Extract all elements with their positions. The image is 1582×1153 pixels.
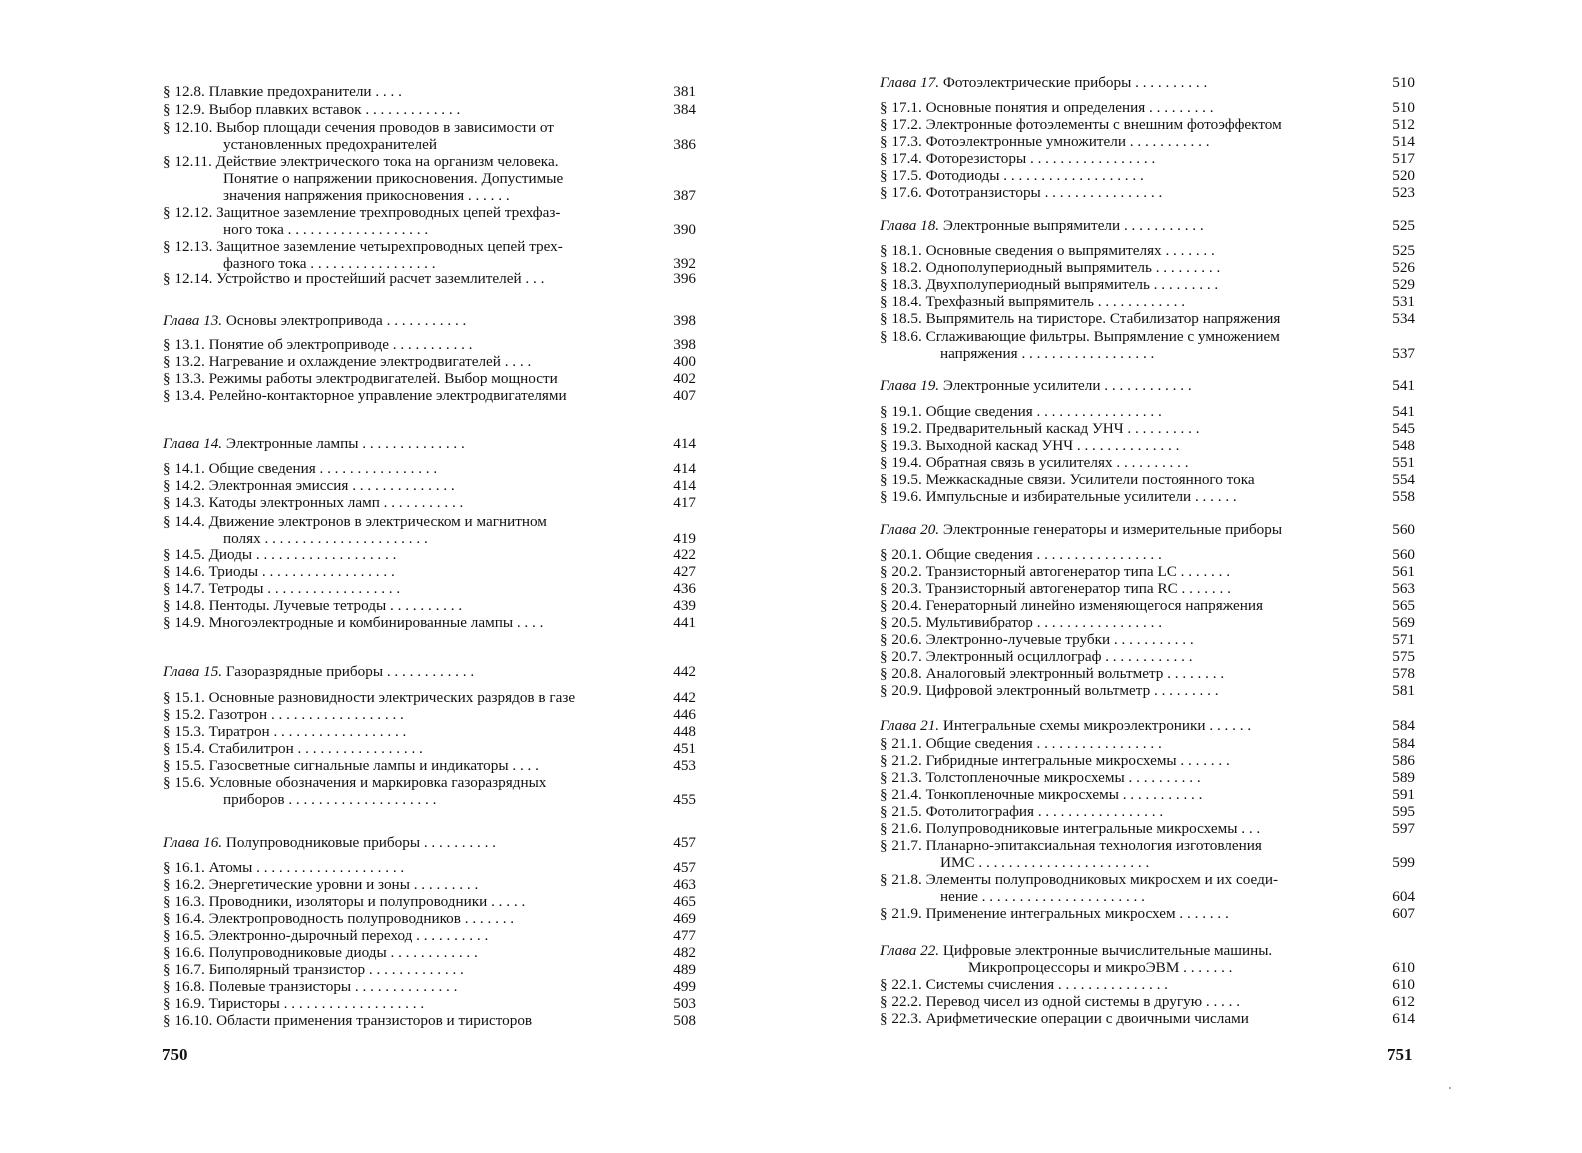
section-title: § 21.1. Общие сведения . . . . . . . . . . . . . . . . . — [880, 735, 1162, 752]
section-title: § 20.9. Цифровой электронный вольтметр . . . . . . . . . — [880, 682, 1219, 699]
page-ref: 520 — [1392, 167, 1415, 184]
section-title: § 17.1. Основные понятия и определения . . . . . . . . . — [880, 99, 1214, 116]
chapter-label: Глава 18. — [880, 217, 940, 234]
chapter-title: Фотоэлектрические приборы . . . . . . . . . . — [942, 74, 1208, 91]
section-title: § 14.9. Многоэлектродные и комбинированные лампы . . . . — [163, 614, 544, 631]
chapter-label: Глава 15. — [163, 663, 223, 680]
page-ref: 384 — [673, 101, 696, 118]
page-ref: 525 — [1392, 217, 1415, 234]
section-title: § 16.5. Электронно-дырочный переход . . . . . . . . . . — [163, 927, 489, 944]
page-ref: 541 — [1392, 377, 1415, 394]
section-title: § 16.1. Атомы . . . . . . . . . . . . . . . . . . . . — [163, 859, 405, 876]
section-title: § 19.2. Предварительный каскад УНЧ . . . . . . . . . . — [880, 420, 1200, 437]
page-ref: 584 — [1392, 735, 1415, 752]
page-ref: 534 — [1392, 310, 1415, 327]
page-ref: 558 — [1392, 488, 1415, 505]
chapter-label: Глава 17. — [880, 74, 940, 91]
section-title: § 15.5. Газосветные сигнальные лампы и индикаторы . . . . — [163, 757, 539, 774]
page-ref: 398 — [673, 312, 696, 329]
page-ref: 614 — [1392, 1010, 1415, 1027]
chapter-label: Глава 19. — [880, 377, 940, 394]
section-title: § 17.5. Фотодиоды . . . . . . . . . . . . . . . . . . . — [880, 167, 1144, 184]
chapter-label: Глава 13. — [163, 312, 223, 329]
page-ref: 591 — [1392, 786, 1415, 803]
section-title: § 18.2. Однополупериодный выпрямитель . . . . . . . . . — [880, 259, 1221, 276]
page-ref: 597 — [1392, 820, 1415, 837]
section-title: § 13.2. Нагревание и охлаждение электродвигателей . . . . — [163, 353, 532, 370]
page-ref: 548 — [1392, 437, 1415, 454]
page-ref: 610 — [1392, 976, 1415, 993]
page-ref: 414 — [673, 477, 696, 494]
page-number: 751 — [1387, 1045, 1413, 1064]
page-ref: 398 — [673, 336, 696, 353]
page-ref: 477 — [673, 927, 696, 944]
page-ref: 529 — [1392, 276, 1415, 293]
page-ref: 400 — [673, 353, 696, 370]
page-ref: 499 — [673, 978, 696, 995]
page-ref: 419 — [673, 530, 696, 547]
section-title: § 20.4. Генераторный линейно изменяющегося напряжения — [880, 597, 1263, 614]
section-title-continued: фазного тока . . . . . . . . . . . . . . . . . — [223, 255, 436, 272]
section-title: § 16.7. Биполярный транзистор . . . . . . . . . . . . . — [163, 961, 464, 978]
section-title: § 21.3. Толстопленочные микросхемы . . . . . . . . . . — [880, 769, 1201, 786]
page-ref: 439 — [673, 597, 696, 614]
section-title: § 15.3. Тиратрон . . . . . . . . . . . . . . . . . . — [163, 723, 407, 740]
page-ref: 441 — [673, 614, 696, 631]
section-title: § 16.9. Тиристоры . . . . . . . . . . . . . . . . . . . — [163, 995, 425, 1012]
section-title: § 15.1. Основные разновидности электрических разрядов в газе — [163, 689, 576, 706]
page-ref: 451 — [673, 740, 696, 757]
page-ref: 599 — [1392, 854, 1415, 871]
chapter-label: Глава 20. — [880, 521, 940, 538]
page-ref: 612 — [1392, 993, 1415, 1010]
section-title: § 16.10. Области применения транзисторов и тиристоров — [163, 1012, 533, 1029]
section-title-continued: напряжения . . . . . . . . . . . . . . . . . . — [940, 345, 1155, 362]
section-title-continued: ИМС . . . . . . . . . . . . . . . . . . . . . . . — [940, 854, 1150, 871]
chapter-title: Цифровые электронные вычислительные машины. — [942, 942, 1273, 959]
section-title: § 15.4. Стабилитрон . . . . . . . . . . . . . . . . . — [163, 740, 423, 757]
page-ref: 465 — [673, 893, 696, 910]
page-ref: 578 — [1392, 665, 1415, 682]
section-title: § 20.2. Транзисторный автогенератор типа LC . . . . . . . — [880, 563, 1231, 580]
page-ref: 512 — [1392, 116, 1415, 133]
page-ref: 436 — [673, 580, 696, 597]
section-title: § 12.14. Устройство и простейший расчет заземлителей . . . — [163, 270, 545, 287]
page-ref: 545 — [1392, 420, 1415, 437]
page-ref: 607 — [1392, 905, 1415, 922]
section-title-continued: значения напряжения прикосновения . . . . . . — [223, 187, 510, 204]
page-ref: 508 — [673, 1012, 696, 1029]
page-ref: 390 — [673, 221, 696, 238]
section-title: § 17.6. Фототранзисторы . . . . . . . . . . . . . . . . — [880, 184, 1163, 201]
page-ref: 392 — [673, 255, 696, 272]
page-ref: 407 — [673, 387, 696, 404]
page-ref: 595 — [1392, 803, 1415, 820]
section-title: § 12.12. Защитное заземление трехпроводных цепей трехфаз- — [163, 204, 561, 221]
section-title: § 20.8. Аналоговый электронный вольтметр . . . . . . . . — [880, 665, 1225, 682]
section-title-continued: приборов . . . . . . . . . . . . . . . . . . . . — [223, 791, 437, 808]
page-ref: 525 — [1392, 242, 1415, 259]
page-ref: 463 — [673, 876, 696, 893]
section-title: § 14.4. Движение электронов в электрическом и магнитном — [163, 513, 547, 530]
section-title: § 14.6. Триоды . . . . . . . . . . . . . . . . . . — [163, 563, 395, 580]
section-title: § 21.4. Тонкопленочные микросхемы . . . . . . . . . . . — [880, 786, 1203, 803]
section-title: § 22.1. Системы счисления . . . . . . . . . . . . . . . — [880, 976, 1168, 993]
section-title: § 14.7. Тетроды . . . . . . . . . . . . . . . . . . — [163, 580, 401, 597]
page-ref: 442 — [673, 689, 696, 706]
chapter-label: Глава 14. — [163, 435, 223, 452]
page-ref: 541 — [1392, 403, 1415, 420]
page-ref: 510 — [1392, 74, 1415, 91]
section-title: § 19.3. Выходной каскад УНЧ . . . . . . . . . . . . . . — [880, 437, 1180, 454]
page-ref: 610 — [1392, 959, 1415, 976]
section-title: § 15.6. Условные обозначения и маркировка газоразрядных — [163, 774, 547, 791]
section-title: § 18.4. Трехфазный выпрямитель . . . . . . . . . . . . — [880, 293, 1186, 310]
page-ref: 537 — [1392, 345, 1415, 362]
section-title: § 19.5. Межкаскадные связи. Усилители постоянного тока — [880, 471, 1255, 488]
page-ref: 581 — [1392, 682, 1415, 699]
section-title-continued: полях . . . . . . . . . . . . . . . . . . . . . . — [223, 530, 428, 547]
page-ref: 402 — [673, 370, 696, 387]
page-ref: 455 — [673, 791, 696, 808]
page-ref: 604 — [1392, 888, 1415, 905]
section-title: § 21.2. Гибридные интегральные микросхемы . . . . . . . — [880, 752, 1230, 769]
page-ref: 523 — [1392, 184, 1415, 201]
chapter-title-continued: Микропроцессоры и микроЭВМ . . . . . . . — [968, 959, 1233, 976]
section-title: § 18.3. Двухполупериодный выпрямитель . . . . . . . . . — [880, 276, 1219, 293]
section-title: § 21.6. Полупроводниковые интегральные микросхемы . . . — [880, 820, 1261, 837]
chapter-title: Газоразрядные приборы . . . . . . . . . . . . — [225, 663, 475, 680]
section-title: § 16.3. Проводники, изоляторы и полупроводники . . . . . — [163, 893, 526, 910]
section-title: § 12.8. Плавкие предохранители . . . . — [163, 83, 402, 100]
section-title: § 12.10. Выбор площади сечения проводов в зависимости от — [163, 119, 554, 136]
page-ref: 526 — [1392, 259, 1415, 276]
section-title: § 18.6. Сглаживающие фильтры. Выпрямление с умножением — [880, 328, 1280, 345]
section-title: § 20.5. Мультивибратор . . . . . . . . . . . . . . . . . — [880, 614, 1162, 631]
page-ref: 381 — [673, 83, 696, 100]
page-ref: 457 — [673, 834, 696, 851]
page-ref: 396 — [673, 270, 696, 287]
section-title: § 15.2. Газотрон . . . . . . . . . . . . . . . . . . — [163, 706, 404, 723]
section-title: § 17.3. Фотоэлектронные умножители . . . . . . . . . . . — [880, 133, 1210, 150]
page-ref: 586 — [1392, 752, 1415, 769]
page-ref: 571 — [1392, 631, 1415, 648]
page-ref: 422 — [673, 546, 696, 563]
section-title: § 21.8. Элементы полупроводниковых микросхем и их соеди- — [880, 871, 1279, 888]
page-ref: 510 — [1392, 99, 1415, 116]
page-ref: 414 — [673, 435, 696, 452]
page-ref: 565 — [1392, 597, 1415, 614]
section-title: § 20.1. Общие сведения . . . . . . . . . . . . . . . . . — [880, 546, 1162, 563]
chapter-title: Электронные генераторы и измерительные приборы — [942, 521, 1283, 538]
section-title: § 14.5. Диоды . . . . . . . . . . . . . . . . . . . — [163, 546, 397, 563]
page-ref: 387 — [673, 187, 696, 204]
page-ref: 514 — [1392, 133, 1415, 150]
section-title: § 13.3. Режимы работы электродвигателей. Выбор мощности — [163, 370, 558, 387]
section-title: § 16.8. Полевые транзисторы . . . . . . . . . . . . . . — [163, 978, 458, 995]
section-title: § 20.6. Электронно-лучевые трубки . . . . . . . . . . . — [880, 631, 1194, 648]
section-title: § 14.3. Катоды электронных ламп . . . . . . . . . . . — [163, 494, 464, 511]
page-ref: 427 — [673, 563, 696, 580]
chapter-title: Интегральные схемы микроэлектроники . . . . . . — [942, 717, 1252, 734]
section-title: § 18.1. Основные сведения о выпрямителях . . . . . . . — [880, 242, 1215, 259]
section-title: § 22.3. Арифметические операции с двоичными числами — [880, 1010, 1249, 1027]
section-title: § 21.9. Применение интегральных микросхем . . . . . . . — [880, 905, 1229, 922]
chapter-title: Полупроводниковые приборы . . . . . . . . . . — [225, 834, 496, 851]
page-ref: 589 — [1392, 769, 1415, 786]
page-ref: 517 — [1392, 150, 1415, 167]
page-ref: 531 — [1392, 293, 1415, 310]
page-ref: 584 — [1392, 717, 1415, 734]
section-title: § 14.8. Пентоды. Лучевые тетроды . . . . . . . . . . — [163, 597, 463, 614]
section-title: § 12.9. Выбор плавких вставок . . . . . . . . . . . . . — [163, 101, 461, 118]
chapter-title: Электронные усилители . . . . . . . . . . . . — [942, 377, 1192, 394]
page-ref: 457 — [673, 859, 696, 876]
section-title: § 19.6. Импульсные и избирательные усилители . . . . . . — [880, 488, 1237, 505]
chapter-label: Глава 16. — [163, 834, 223, 851]
scan-speck — [1449, 1087, 1451, 1089]
page-ref: 561 — [1392, 563, 1415, 580]
section-title-continued: Понятие о напряжении прикосновения. Допустимые — [223, 170, 564, 187]
section-title: § 21.7. Планарно-эпитаксиальная технология изготовления — [880, 837, 1262, 854]
chapter-label: Глава 21. — [880, 717, 940, 734]
page-ref: 551 — [1392, 454, 1415, 471]
chapter-title: Основы электропривода . . . . . . . . . . . — [225, 312, 467, 329]
chapter-label: Глава 22. — [880, 942, 940, 959]
table-of-contents-right — [791, 0, 1582, 1153]
page-ref: 417 — [673, 494, 696, 511]
page-ref: 563 — [1392, 580, 1415, 597]
section-title: § 13.1. Понятие об электроприводе . . . . . . . . . . . — [163, 336, 473, 353]
section-title: § 14.1. Общие сведения . . . . . . . . . . . . . . . . — [163, 460, 438, 477]
page-ref: 414 — [673, 460, 696, 477]
page-ref: 560 — [1392, 546, 1415, 563]
section-title: § 19.1. Общие сведения . . . . . . . . . . . . . . . . . — [880, 403, 1162, 420]
right-page — [791, 0, 1582, 1153]
section-title: § 16.2. Энергетические уровни и зоны . . . . . . . . . — [163, 876, 479, 893]
section-title-continued: ного тока . . . . . . . . . . . . . . . . . . . — [223, 221, 429, 238]
page-ref: 386 — [673, 136, 696, 153]
section-title: § 14.2. Электронная эмиссия . . . . . . . . . . . . . . — [163, 477, 455, 494]
page-ref: 575 — [1392, 648, 1415, 665]
section-title: § 16.6. Полупроводниковые диоды . . . . . . . . . . . . — [163, 944, 478, 961]
section-title: § 21.5. Фотолитография . . . . . . . . . . . . . . . . . — [880, 803, 1164, 820]
chapter-title: Электронные лампы . . . . . . . . . . . . . . — [225, 435, 465, 452]
page-ref: 482 — [673, 944, 696, 961]
section-title: § 16.4. Электропроводность полупроводников . . . . . . . — [163, 910, 515, 927]
page-ref: 448 — [673, 723, 696, 740]
page-ref: 469 — [673, 910, 696, 927]
section-title: § 20.3. Транзисторный автогенератор типа RC . . . . . . . — [880, 580, 1231, 597]
section-title: § 17.4. Фоторезисторы . . . . . . . . . . . . . . . . . — [880, 150, 1156, 167]
page-ref: 453 — [673, 757, 696, 774]
section-title: § 12.11. Действие электрического тока на организм человека. — [163, 153, 559, 170]
chapter-title: Электронные выпрямители . . . . . . . . . . . — [942, 217, 1204, 234]
section-title-continued: установленных предохранителей — [223, 136, 437, 153]
section-title: § 13.4. Релейно-контакторное управление электродвигателями — [163, 387, 567, 404]
section-title-continued: нение . . . . . . . . . . . . . . . . . . . . . . — [940, 888, 1145, 905]
page-ref: 554 — [1392, 471, 1415, 488]
section-title: § 18.5. Выпрямитель на тиристоре. Стабилизатор напряжения — [880, 310, 1281, 327]
page-number: 750 — [162, 1045, 188, 1064]
section-title: § 17.2. Электронные фотоэлементы с внешним фотоэффектом — [880, 116, 1282, 133]
page-ref: 569 — [1392, 614, 1415, 631]
section-title: § 12.13. Защитное заземление четырехпроводных цепей трех- — [163, 238, 563, 255]
section-title: § 19.4. Обратная связь в усилителях . . . . . . . . . . — [880, 454, 1189, 471]
section-title: § 20.7. Электронный осциллограф . . . . . . . . . . . . — [880, 648, 1193, 665]
page-ref: 446 — [673, 706, 696, 723]
section-title: § 22.2. Перевод чисел из одной системы в другую . . . . . — [880, 993, 1241, 1010]
page-ref: 560 — [1392, 521, 1415, 538]
page-ref: 442 — [673, 663, 696, 680]
page-ref: 503 — [673, 995, 696, 1012]
page-ref: 489 — [673, 961, 696, 978]
